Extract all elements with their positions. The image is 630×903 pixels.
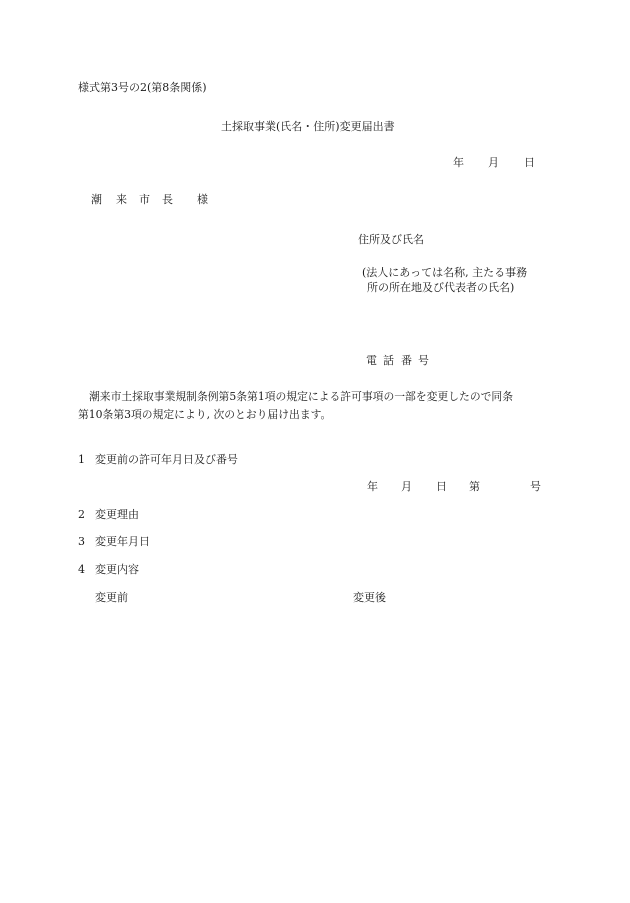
permit-day: 日	[436, 480, 447, 493]
item-4-label: 変更内容	[95, 563, 139, 576]
addressee-char-2: 来	[116, 193, 127, 206]
addressee-char-4: 長	[162, 193, 173, 206]
addressee-char-3: 市	[139, 193, 150, 206]
change-after-header: 変更後	[353, 591, 386, 604]
body-line-1: 潮来市土採取事業規制条例第5条第1項の規定による許可事項の一部を変更したので同条	[89, 390, 514, 403]
item-3-label: 変更年月日	[95, 535, 150, 548]
date-day: 日	[524, 156, 535, 169]
item-2-number: 2	[78, 508, 85, 521]
phone-char-4: 号	[418, 354, 429, 367]
item-3-number: 3	[78, 535, 85, 548]
item-2-label: 変更理由	[95, 508, 139, 521]
date-month: 月	[488, 156, 499, 169]
corporate-note-line-1: (法人にあっては名称, 主たる事務	[362, 266, 528, 279]
body-line-2: 第10条第3項の規定により, 次のとおり届け出ます。	[78, 408, 332, 421]
address-name-label: 住所及び氏名	[358, 233, 424, 246]
item-1-label: 変更前の許可年月日及び番号	[95, 453, 238, 466]
phone-char-3: 番	[401, 354, 412, 367]
corporate-note-line-2: 所の所在地及び代表者の氏名)	[367, 281, 515, 294]
permit-dai: 第	[469, 480, 480, 493]
permit-month: 月	[401, 480, 412, 493]
change-before-header: 変更前	[95, 591, 128, 604]
date-year: 年	[453, 156, 464, 169]
addressee-char-1: 潮	[91, 193, 102, 206]
item-1-number: 1	[78, 453, 85, 466]
form-id: 様式第3号の2(第8条関係)	[78, 81, 207, 94]
permit-go: 号	[530, 480, 541, 493]
addressee-honorific: 様	[197, 193, 208, 206]
item-4-number: 4	[78, 563, 85, 576]
phone-char-1: 電	[366, 354, 377, 367]
permit-year: 年	[367, 480, 378, 493]
document-title: 土採取事業(氏名・住所)変更届出書	[221, 120, 395, 133]
phone-char-2: 話	[383, 354, 394, 367]
